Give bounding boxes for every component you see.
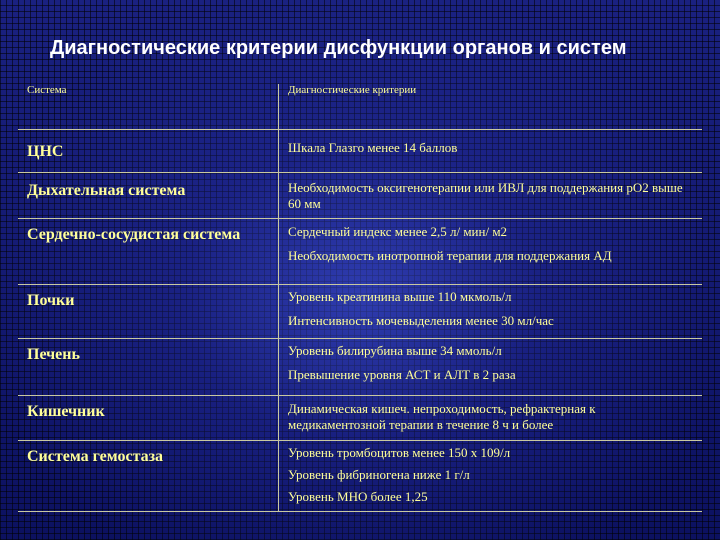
header-system: Система bbox=[18, 84, 279, 129]
criterion-text: Уровень креатинина выше 110 мкмоль/л bbox=[288, 288, 512, 304]
criteria-cell bbox=[279, 129, 703, 172]
system-cell: Сердечно-сосудистая система bbox=[18, 218, 279, 284]
system-cell: Дыхательная система bbox=[18, 172, 279, 218]
system-cell: Система гемостаза bbox=[18, 440, 279, 511]
criteria-cell bbox=[279, 395, 703, 440]
criteria-cell bbox=[279, 218, 703, 284]
criterion-text: Уровень фибриногена ниже 1 г/л bbox=[288, 466, 470, 482]
criterion-text: Уровень тромбоцитов менее 150 х 109/л bbox=[288, 444, 511, 460]
criterion-text: Необходимость инотропной терапии для поддержания АД bbox=[288, 247, 612, 263]
system-cell: Кишечник bbox=[18, 395, 279, 440]
system-cell: Печень bbox=[18, 338, 279, 395]
criteria-cell bbox=[279, 338, 703, 395]
criteria-table bbox=[18, 84, 702, 512]
slide-title: Диагностические критерии дисфункции органов и систем bbox=[50, 37, 627, 59]
criterion-text: Сердечный индекс менее 2,5 л/ мин/ м2 bbox=[288, 223, 508, 239]
criteria-cell bbox=[279, 284, 703, 338]
table-row bbox=[18, 129, 702, 172]
system-cell: Почки bbox=[18, 284, 279, 338]
table-header-row bbox=[18, 84, 702, 129]
criterion-text: Интенсивность мочевыделения менее 30 мл/час bbox=[288, 312, 554, 328]
criterion-text: Необходимость оксигенотерапии или ИВЛ для поддержания рО2 выше 60 мм bbox=[288, 179, 683, 211]
criterion-text: Превышение уровня АСТ и АЛТ в 2 раза bbox=[288, 366, 516, 382]
criterion-text: Шкала Глазго менее 14 баллов bbox=[288, 139, 458, 155]
system-cell: ЦНС bbox=[18, 129, 279, 172]
criteria-cell bbox=[279, 172, 703, 218]
table-row bbox=[18, 218, 702, 284]
table-row bbox=[18, 284, 702, 338]
table-row bbox=[18, 440, 702, 511]
criterion-text: Уровень билирубина выше 34 ммоль/л bbox=[288, 342, 502, 358]
criterion-text: Уровень МНО более 1,25 bbox=[288, 488, 428, 504]
criteria-cell bbox=[279, 440, 703, 511]
table-row bbox=[18, 395, 702, 440]
criterion-text: Динамическая кишеч. непроходимость, рефрактерная к медикаментозной терапии в течение 8 ч и более bbox=[288, 400, 596, 432]
header-criteria: Диагностические критерии bbox=[279, 84, 703, 129]
table-row bbox=[18, 172, 702, 218]
table-row bbox=[18, 338, 702, 395]
